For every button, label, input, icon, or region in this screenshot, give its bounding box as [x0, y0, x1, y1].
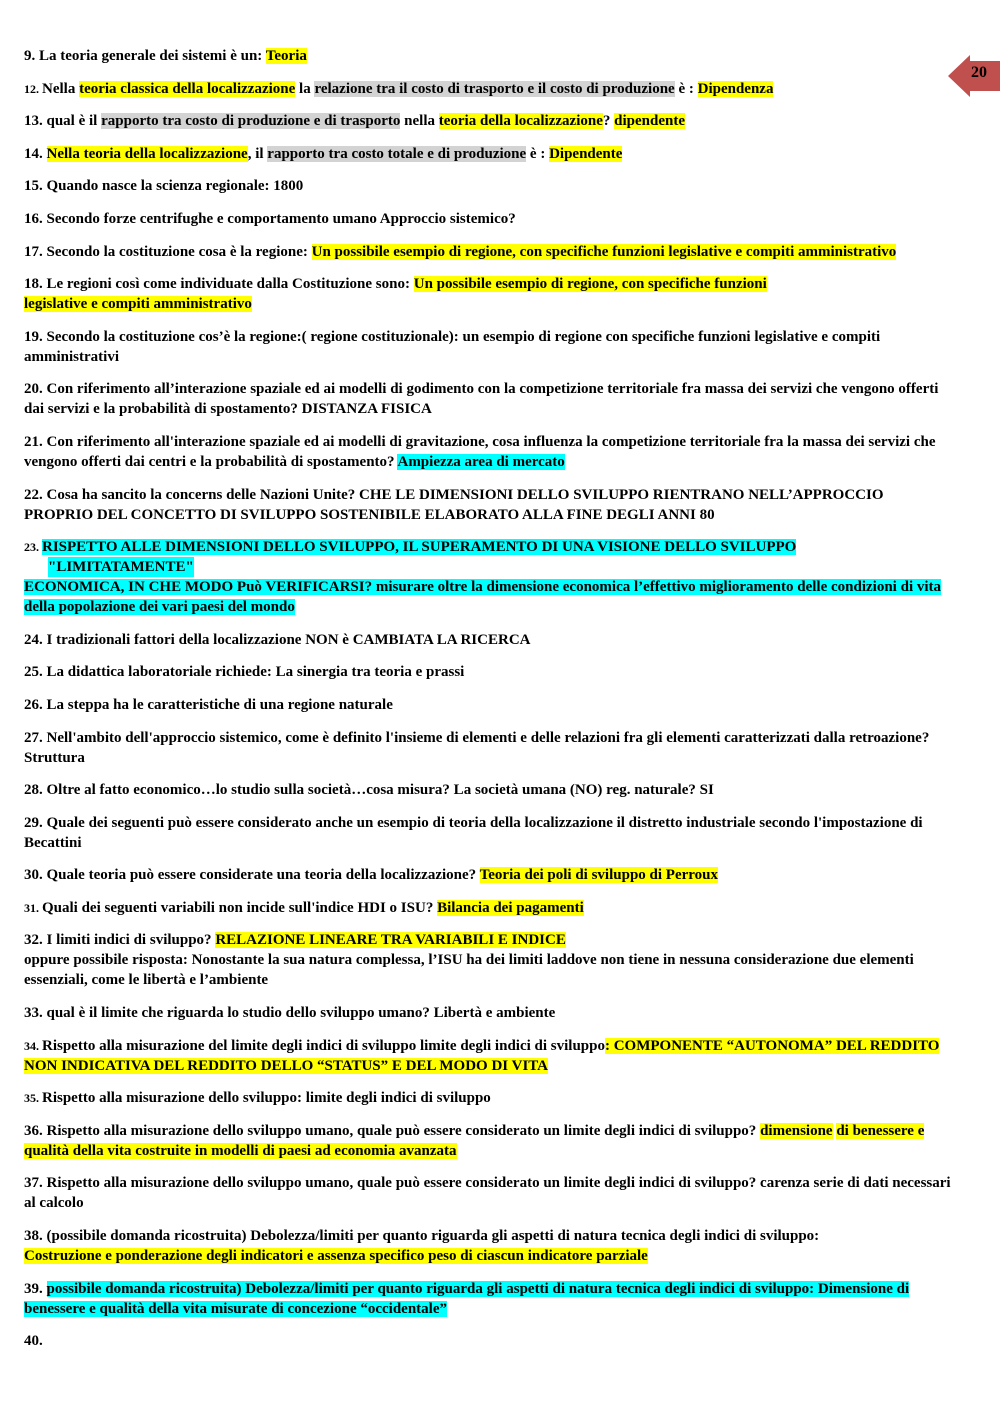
question-text: Rispetto alla misurazione del limite degli indici di sviluppo limite degli indici di sviluppo [42, 1037, 605, 1054]
question-item [24, 1279, 952, 1319]
question-text: , il [247, 145, 268, 162]
question-text: 20. Con riferimento all’interazione spaziale ed ai modelli di godimento con la competizione territoriale fra massa dei servizi che vengono offerti dai servizi e la probabilità di spostamento? DISTANZA FISICA [24, 381, 939, 418]
highlighted-text: teoria classica della localizzazione [79, 80, 296, 97]
question-text: 33. qual è il limite che riguarda lo studio dello sviluppo umano? Libertà e ambiente [24, 1005, 556, 1022]
question-text: 16. Secondo forze centrifughe e comportamento umano Approccio sistemico? [24, 210, 516, 227]
question-text: 29. Quale dei seguenti può essere considerato anche un esempio di teoria della localizzazione il distretto industriale secondo l'impostazione di Becattini [24, 814, 923, 851]
question-text: 19. Secondo la costituzione cos’è la regione:( regione costituzionale): un esempio di regione con specifiche funzioni legislative e compiti amministrativi [24, 328, 881, 365]
highlighted-text: : COMPONENTE “AUTONOMA” DEL REDDITO NON INDICATIVA DEL REDDITO DELLO “STATUS” E DEL MODO DI VITA [24, 1037, 940, 1074]
question-text: 15. Quando nasce la scienza regionale: 1800 [24, 178, 304, 195]
question-text: ? [602, 113, 615, 130]
question-text: è : [526, 145, 550, 162]
question-text: la [295, 80, 315, 97]
highlighted-text: relazione tra il costo di trasporto e il costo di produzione [314, 80, 675, 97]
question-text: Rispetto alla misurazione dello sviluppo: limite degli indici di sviluppo [42, 1090, 491, 1107]
highlighted-text: possibile domanda ricostruita) Debolezza/limiti per quanto riguarda gli aspetti di natura tecnica degli indici di sviluppo: Dimensione di benessere e qualità della vita misurate di concezione “occidentale” [24, 1280, 910, 1317]
question-text: 39. [24, 1280, 47, 1297]
highlighted-text: "LIMITATAMENTE" [48, 559, 194, 576]
question-text: 27. Nell'ambito dell'approccio sistemico, come è definito l'insieme di elementi e delle relazioni fra gli elementi caratterizzati dalla retroazione? Struttura [24, 729, 930, 766]
highlighted-text: Un possibile esempio di regione, con specifiche funzioni legislative e compiti amministrativo [311, 243, 897, 260]
question-item [24, 144, 952, 164]
highlighted-text: Teoria [265, 48, 307, 64]
question-item [24, 176, 952, 196]
question-text: 26. La steppa ha le caratteristiche di una regione naturale [24, 696, 393, 713]
question-text: 25. La didattica laboratoriale richiede: La sinergia tra teoria e prassi [24, 664, 465, 681]
question-item [24, 1173, 952, 1213]
question-item [24, 209, 952, 229]
question-item [24, 1088, 952, 1108]
question-text: 34. [24, 1038, 42, 1053]
question-text: 17. Secondo la costituzione cosa è la regione: [24, 243, 312, 260]
highlighted-text: teoria della localizzazione [438, 113, 603, 130]
question-text: 21. Con riferimento all'interazione spaziale ed ai modelli di gravitazione, cosa influenza la competizione territoriale fra la massa dei servizi che vengono offerti dai centri e la probabilità di spostamento? [24, 433, 936, 470]
question-item [24, 485, 952, 525]
document-page [24, 46, 952, 1364]
question-item [24, 695, 952, 715]
question-text: 38. (possibile domanda ricostruita) Debolezza/limiti per quanto riguarda gli aspetti di natura tecnica degli indici di sviluppo: [24, 1228, 820, 1245]
question-text: 12. [24, 81, 42, 96]
question-item [24, 728, 952, 768]
question-item [24, 898, 952, 918]
question-item [24, 1331, 952, 1351]
question-text: Quali dei seguenti variabili non incide sull'indice HDI o ISU? [42, 899, 438, 916]
question-text: nella [400, 113, 439, 130]
question-text: 35. [24, 1091, 42, 1106]
question-text: 24. I tradizionali fattori della localizzazione NON è CAMBIATA LA RICERCA [24, 631, 531, 648]
highlighted-text: Teoria dei poli di sviluppo di Perroux [479, 867, 719, 884]
highlighted-text: Dipendenza [697, 80, 774, 97]
question-text: 13. qual è il [24, 113, 102, 130]
question-text: 37. Rispetto alla misurazione dello sviluppo umano, quale può essere considerato un limite degli indici di sviluppo? carenza serie di dati necessari al calcolo [24, 1175, 951, 1212]
question-item [24, 630, 952, 650]
question-item [24, 865, 952, 885]
question-text: 23. [24, 540, 42, 555]
question-item [24, 432, 952, 472]
question-text: 9. La teoria generale dei sistemi è un: [24, 48, 266, 64]
question-item [24, 79, 952, 99]
question-text: 14. [24, 145, 47, 162]
highlighted-text: Dipendente [549, 145, 623, 162]
highlighted-text: Costruzione e ponderazione degli indicatori e assenza specifico peso di ciascun indicatore parziale [24, 1248, 648, 1265]
highlighted-text: rapporto tra costo totale e di produzione [267, 145, 527, 162]
question-item [24, 1226, 952, 1266]
highlighted-text: dimensione [760, 1122, 833, 1139]
question-item [24, 1121, 952, 1161]
question-item [24, 1036, 952, 1076]
highlighted-text: Ampiezza area di mercato [397, 453, 565, 470]
question-text: 31. [24, 900, 42, 915]
highlighted-text: legislative e compiti amministrativo [24, 296, 252, 313]
question-item [24, 242, 952, 262]
question-item [24, 274, 952, 314]
question-item [24, 111, 952, 131]
question-item [24, 327, 952, 367]
question-item [24, 662, 952, 682]
question-text: 32. I limiti indici di sviluppo? [24, 932, 216, 949]
highlighted-text: RELAZIONE LINEARE TRA VARIABILI E INDICE [215, 932, 566, 949]
highlighted-text: ECONOMICA, IN CHE MODO Può VERIFICARSI? misurare oltre la dimensione economica l’effettivo miglioramento delle condizioni di vita della popolazione dei vari paesi del mondo [24, 579, 942, 616]
question-item [24, 379, 952, 419]
highlighted-text: RISPETTO ALLE DIMENSIONI DELLO SVILUPPO, IL SUPERAMENTO DI UNA VISIONE DELLO SVILUPPO [42, 539, 797, 556]
page-number-badge [948, 55, 1000, 97]
highlighted-text: Un possibile esempio di regione, con specifiche funzioni [413, 276, 767, 293]
highlighted-text: Bilancia dei pagamenti [437, 899, 584, 916]
question-text: Nella [42, 80, 80, 97]
question-text: 18. Le regioni così come individuate dalla Costituzione sono: [24, 276, 414, 293]
question-text: 36. Rispetto alla misurazione dello sviluppo umano, quale può essere considerato un limite degli indici di sviluppo? [24, 1122, 761, 1139]
question-item [24, 537, 952, 617]
question-text: 28. Oltre al fatto economico…lo studio sulla società…cosa misura? La società umana (NO) reg. naturale? SI [24, 782, 714, 799]
question-item [24, 813, 952, 853]
highlighted-text: rapporto tra costo di produzione e di trasporto [101, 113, 401, 130]
highlighted-text: dipendente [614, 113, 685, 130]
question-item [24, 930, 952, 990]
question-item [24, 1003, 952, 1023]
question-text: 22. Cosa ha sancito la concerns delle Nazioni Unite? CHE LE DIMENSIONI DELLO SVILUPPO RIENTRANO NELL’APPROCCIO PROPRIO DEL CONCETTO DI SVILUPPO SOSTENIBILE ELABORATO ALLA FINE DEGLI ANNI 80 [24, 486, 884, 523]
question-text: 30. Quale teoria può essere considerate una teoria della localizzazione? [24, 867, 480, 884]
page-number: 20 [971, 64, 987, 81]
highlighted-text: di benessere e qualità della vita costruite in modelli di paesi ad economia avanzata [24, 1122, 925, 1159]
question-text: è : [674, 80, 698, 97]
question-item [24, 46, 952, 66]
highlighted-text: Nella teoria della localizzazione [46, 145, 248, 162]
question-text: 40. [24, 1333, 43, 1350]
question-item [24, 780, 952, 800]
question-text: oppure possibile risposta: Nonostante la sua natura complessa, l’ISU ha dei limiti laddove non tiene in nessuna considerazione due elementi essenziali, come le libertà e l’ambiente [24, 952, 914, 989]
